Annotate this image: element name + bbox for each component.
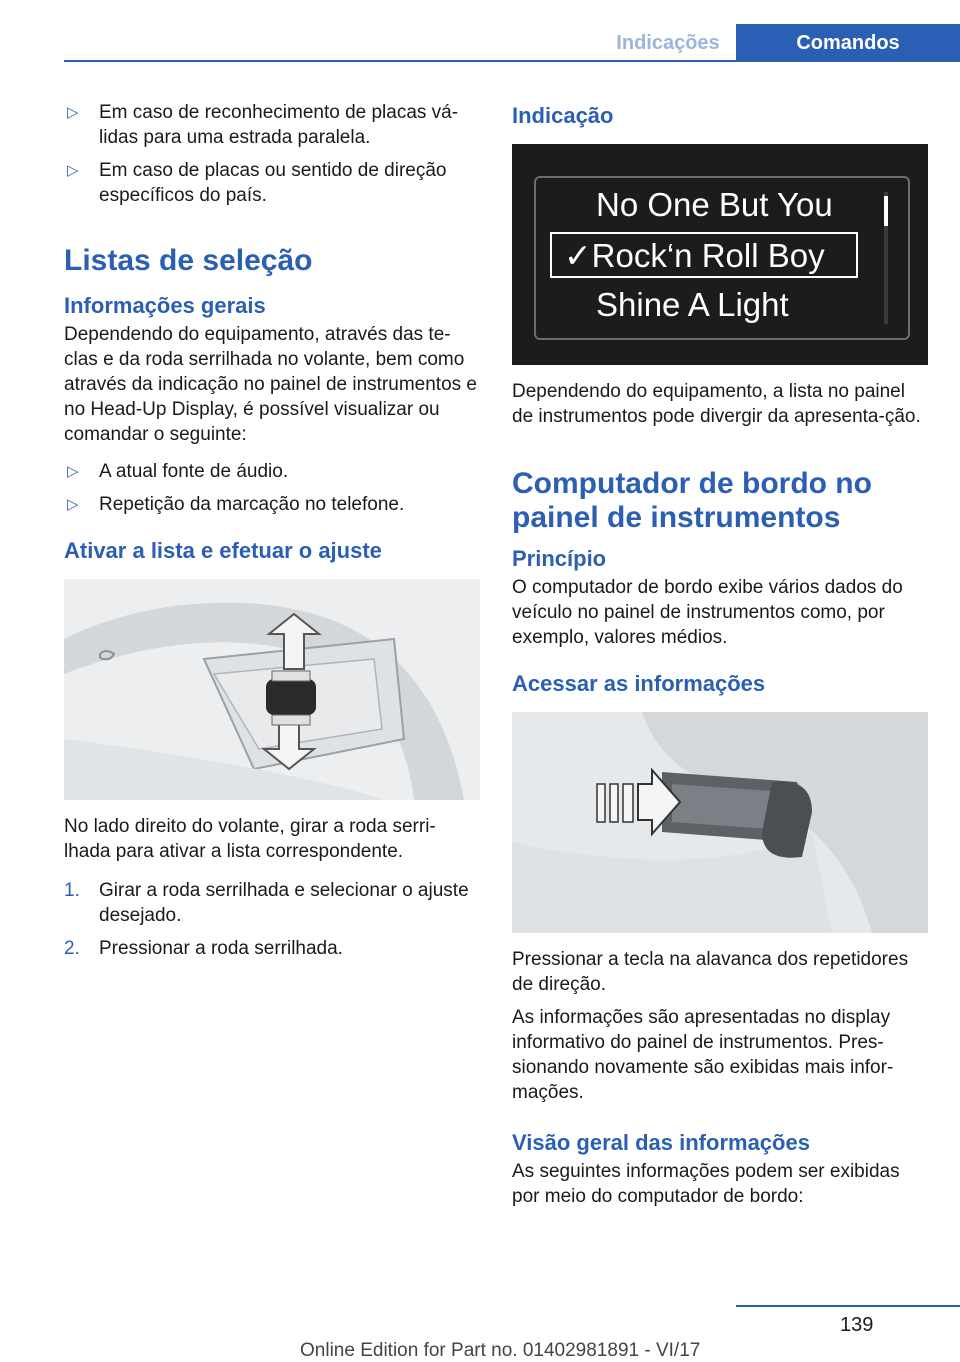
display-figure bbox=[512, 144, 928, 365]
triangle-bullet-icon: ▷ bbox=[67, 162, 79, 179]
principle-text: O computador de bordo exibe vários dados do veículo no painel de instrumentos como, por exemplo, valores médios. bbox=[512, 577, 903, 648]
display-item-selected: ✓Rock‘n Roll Boy bbox=[564, 237, 825, 274]
subsection-title-informacoes: Informações gerais bbox=[64, 293, 266, 318]
subsection-title-indicacao: Indicação bbox=[512, 103, 614, 128]
list-item: ▷ Repetição da marcação no telefone. bbox=[67, 494, 405, 515]
tab-comandos[interactable]: Comandos bbox=[736, 24, 960, 62]
info-text: As informações são apresentadas no display informativo do painel de instrumentos. Pres-sionando novamente são exibidas mais infor-mações. bbox=[512, 1007, 894, 1103]
section-title-computador: Computador de bordo no painel de instrumentos bbox=[512, 467, 872, 534]
list-item: 2. Pressionar a roda serrilhada. bbox=[64, 938, 343, 959]
press-text: Pressionar a tecla na alavanca dos repetidores de direção. bbox=[512, 949, 909, 995]
overview-text: As seguintes informações podem ser exibidas por meio do computador de bordo: bbox=[512, 1161, 900, 1207]
subsection-title-principio: Princípio bbox=[512, 546, 607, 571]
list-item: 1. Girar a roda serrilhada e selecionar o ajuste desejado. bbox=[64, 880, 469, 926]
section-title-listas: Listas de seleção bbox=[64, 244, 313, 277]
footer-edition: Online Edition for Part no. 01402981891 - VI/17 bbox=[300, 1340, 701, 1361]
list-item: ▷ Em caso de reconhecimento de placas vá-lidas para uma estrada paralela. bbox=[67, 102, 459, 148]
display-item: No One But You bbox=[596, 186, 833, 223]
display-item: Shine A Light bbox=[596, 286, 789, 323]
subsection-title-acessar: Acessar as informações bbox=[512, 671, 766, 696]
list-item: ▷ Em caso de placas ou sentido de direção específicos do país. bbox=[67, 160, 447, 206]
triangle-bullet-icon: ▷ bbox=[67, 463, 79, 480]
list-item: ▷ A atual fonte de áudio. bbox=[67, 461, 289, 482]
triangle-bullet-icon: ▷ bbox=[67, 104, 79, 121]
steering-wheel-figure bbox=[64, 579, 480, 800]
display-text: Dependendo do equipamento, a lista no painel de instrumentos pode divergir da apresenta-ção. bbox=[512, 381, 921, 427]
page-number: 139 bbox=[840, 1314, 874, 1336]
general-text: Dependendo do equipamento, através das te-clas e da roda serrilhada no volante, bem como através da indicação no painel de instrumentos e no Head-Up Display, é possível visualizar ou comandar o seguinte: bbox=[64, 324, 477, 445]
tab-indicacoes[interactable]: Indicações bbox=[616, 32, 720, 54]
lever-illustration bbox=[512, 712, 928, 933]
right-column bbox=[512, 100, 928, 1209]
step-number: 2. bbox=[64, 938, 80, 959]
triangle-bullet-icon: ▷ bbox=[67, 496, 79, 513]
left-column bbox=[64, 100, 480, 969]
header-rule bbox=[64, 60, 960, 62]
display-scrollbar-thumb bbox=[884, 196, 888, 226]
subsection-title-ativar: Ativar a lista e efetuar o ajuste bbox=[64, 538, 382, 563]
wheel-text: No lado direito do volante, girar a roda serri-lhada para ativar a lista correspondente. bbox=[64, 816, 436, 862]
step-number: 1. bbox=[64, 880, 80, 901]
steering-wheel-illustration bbox=[64, 579, 480, 800]
subsection-title-visao: Visão geral das informações bbox=[512, 1130, 810, 1155]
lever-figure bbox=[512, 712, 928, 933]
footer-rule bbox=[736, 1305, 960, 1307]
